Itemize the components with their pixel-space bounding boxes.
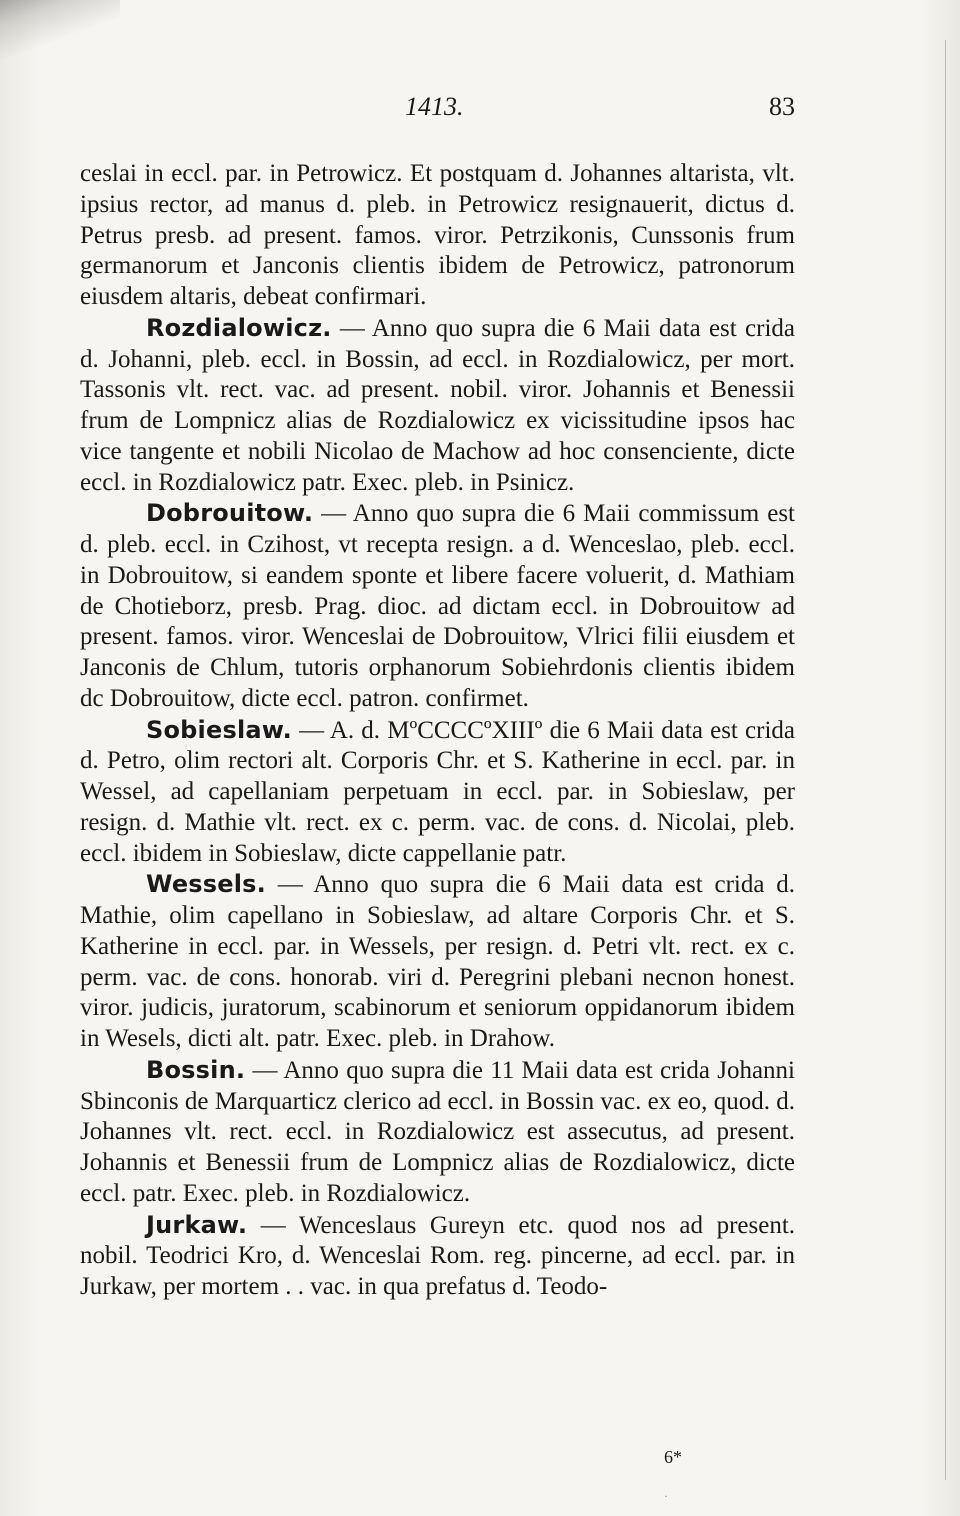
entry-text: — A. d. MºCCCCºXIIIº die 6 Maii data est crida d. Petro, olim rectori alt. Corporis Chr. et S. Katherine in eccl. par. in Wessel, ad capellaniam perpetuam in eccl. par. in Sobieslaw, per resign. d. Mathie vlt. rect. ex c. perm. vac. de cons. d. Nicolai, pleb. eccl. ibidem in Sobieslaw, dicte cappellanie patr. <box>80 716 795 867</box>
entry-text: — Wenceslaus Gureyn etc. quod nos ad present. nobil. Teodrici Kro, d. Wenceslai Rom. reg. pincerne, ad eccl. par. in Jurkaw, per mortem . . vac. in qua prefatus d. Teodo- <box>80 1211 796 1300</box>
intro-paragraph: ceslai in eccl. par. in Petrowicz. Et postquam d. Johannes altarista, vlt. ipsius rector, ad manus d. pleb. in Petrowicz resignauerit, dictus d. Petrus presb. ad present. famos. viror. Petrzikonis, Cunssonis frum germanorum et Janconis clientis ibidem de Petrowicz, patronorum eiusdem altaris, debeat confirmari. <box>80 160 795 310</box>
entry-heading: Sobieslaw. <box>146 715 292 744</box>
entry-text: — Anno quo supra die 6 Maii commissum est d. pleb. eccl. in Czihost, vt recepta resign. a d. Wenceslao, pleb. eccl. in Dobrouitow, si eandem sponte et libere facere voluerit, d. Mathiam de Chotieborz, presb. Prag. dioc. ad dictam eccl. in Dobrouitow ad present. famos. viror. Wenceslai de Dobrouitow, Vlrici filii eiusdem et Janconis de Chlum, tutoris orphanorum Sobiehrdonis clientis ibidem dc Dobrouitow, dicte eccl. patron. confirmet. <box>80 500 795 712</box>
entry-sobieslaw <box>80 715 795 870</box>
entry-wessels <box>80 869 795 1055</box>
entry-bossin <box>80 1055 795 1210</box>
entry-text: — Anno quo supra die 6 Maii data est crida d. Mathie, olim capellano in Sobieslaw, ad altare Corporis Chr. et S. Katherine in eccl. par. in Wessels, per resign. d. Petri vlt. rect. ex c. perm. vac. de cons. honorab. viri d. Peregrini plebani necnon honest. viror. judicis, juratorum, scabinorum et seniorum oppidanorum ibidem in Wesels, dicti alt. patr. Exec. pleb. in Drahow. <box>80 871 796 1052</box>
signature-mark: 6* <box>664 1447 682 1467</box>
entry-dobrouitow <box>80 498 795 714</box>
entry-jurkaw <box>80 1210 795 1303</box>
entry-heading: Jurkaw. <box>146 1210 248 1239</box>
scan-speck: · <box>664 1489 668 1503</box>
entry-rozdialowicz <box>80 313 795 499</box>
entry-heading: Bossin. <box>146 1055 246 1084</box>
running-header <box>80 92 795 132</box>
entry-text: — Anno quo supra die 11 Maii data est crida Johanni Sbinconis de Marquarticz clerico ad eccl. in Bossin vac. ex eo, quod. d. Johannes vlt. rect. eccl. in Rozdialowicz est assecutus, ad present. Johannis et Benessii frum de Lompnicz alias de Rozdialowicz, dicte eccl. patr. Exec. pleb. in Rozdialowicz. <box>80 1056 795 1207</box>
page-number: 83 <box>769 92 795 121</box>
entry-heading: Wessels. <box>146 870 266 899</box>
header-year: 1413. <box>405 92 464 121</box>
entry-heading: Dobrouitow. <box>146 499 314 528</box>
entry-text: — Anno quo supra die 6 Maii data est crida d. Johanni, pleb. eccl. in Bossin, ad eccl. in Rozdialowicz, per mort. Tassonis vlt. rect. vac. ad present. nobil. viror. Johannis et Benessii frum de Lompnicz alias de Rozdialowicz ex vicissitudine ipsos hac vice tangente et nobili Nicolao de Machow ad hoc consenciente, dicte eccl. in Rozdialowicz patr. Exec. pleb. in Psinicz. <box>80 314 795 496</box>
page-edge-line <box>945 40 946 1480</box>
entry-heading: Rozdialowicz. <box>146 313 332 342</box>
main-text <box>80 159 795 1303</box>
scan-shadow <box>0 0 120 60</box>
